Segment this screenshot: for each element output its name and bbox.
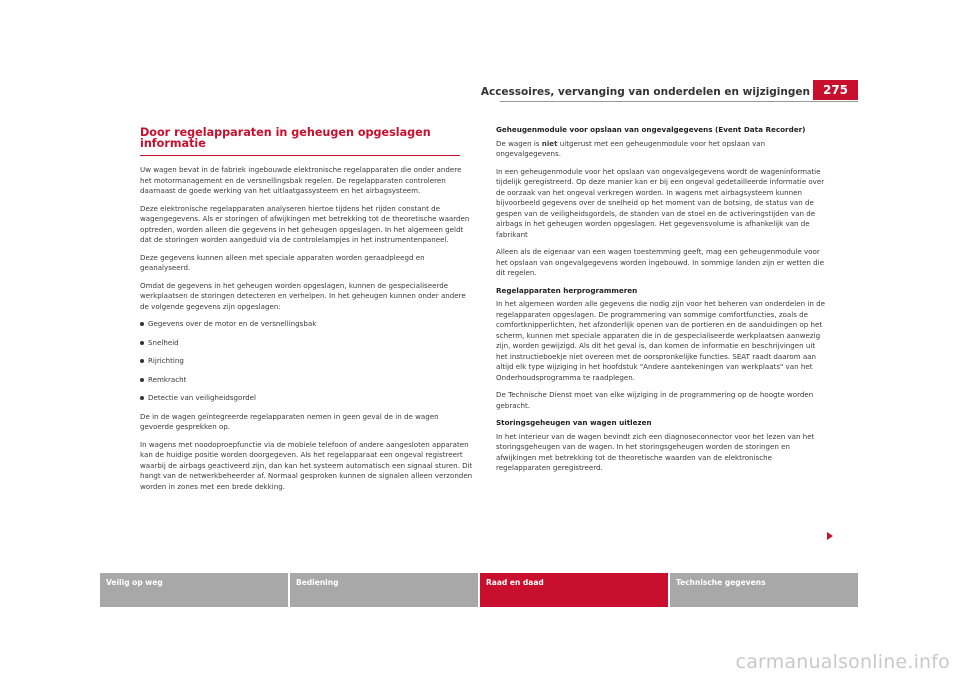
subheading-event-data-recorder: Geheugenmodule voor opslaan van ongevalgegevens (Event Data Recorder) — [496, 125, 806, 134]
section-title: Door regelapparaten in geheugen opgeslagen informatie — [140, 128, 460, 156]
paragraph: In een geheugenmodule voor het opslaan van ongevalgegevens wordt de wageninformatie tijdelijk geregistreerd. Op deze manier kan er bij een ongeval gedetailleerde informatie over de oorzaak van het ongeval verkregen worden. In wagens met airbagsysteem kunnen bijvoorbeeld gegevens over de snelheid op het moment van de botsing, de status van de gespen van de veiligheidsgordels, de standen van de stoel en de activeringstijden van de airbags in het geheugen worden opgeslagen. Het gegevensvolume is afhankelijk van de fabrikant — [496, 166, 825, 239]
paragraph: In wagens met noodoproepfunctie via de mobiele telefoon of andere aangesloten apparaten kan de huidige positie worden doorgegeven. Als het regelapparaat een ongeval registreert waarbij de airbags geactiveerd zijn, dan kan het systeem automatisch een signaal sturen. Dit hangt van de netwerkbeheerder af. Normaal gesproken kunnen de signalen alleen verzonden worden in zones met een brede dekking. — [140, 439, 473, 491]
paragraph: Uw wagen bevat in de fabriek ingebouwde elektronische regelapparaten die onder andere het motormanagement en de versnellingsbak regelen. De regelapparaten controleren daarnaast de goede werking van het uitlaatgassysteem en het airbagsysteem. — [140, 165, 462, 195]
page-number: 275 — [813, 80, 858, 100]
paragraph: Alleen als de eigenaar van een wagen toestemming geeft, mag een geheugenmodule voor het opslaan van ongevalgegevens worden ingebouwd. In sommige landen zijn er wetten die dit regelen. — [496, 247, 825, 277]
subheading-fault-memory: Storingsgeheugen van wagen uitlezen — [496, 418, 652, 427]
tab-bediening[interactable]: Bediening — [290, 573, 478, 607]
left-column — [140, 128, 473, 499]
tab-raad-en-daad[interactable]: Raad en daad — [480, 573, 668, 607]
paragraph: De wagen is niet uitgerust met een geheugenmodule voor het opslaan van ongevalgegevens. — [496, 138, 766, 158]
paragraph: Omdat de gegevens in het geheugen worden opgeslagen, kunnen de gespecialiseerde werkplaatsen de storingen detecteren en verhelpen. In het geheugen kunnen onder andere de volgende gegevens zijn opgeslagen: — [140, 280, 466, 311]
bullet-icon — [140, 322, 144, 326]
tab-technische-gegevens[interactable]: Technische gegevens — [670, 573, 858, 607]
bullet-icon — [140, 396, 144, 400]
paragraph: Deze elektronische regelapparaten analyseren hiertoe tijdens het rijden constant de wagengegevens. Als er storingen of afwijkingen met betrekking tot de theoretische waarden optreden, worden alleen die gegevens in het geheugen opgeslagen. In het algemeen geldt dat de storingen worden aangeduid via de controlelampjes in het instrumentenpaneel. — [140, 203, 470, 244]
bullet-icon — [140, 341, 144, 345]
emphasis: niet — [541, 138, 558, 148]
chapter-title: Accessoires, vervanging van onderdelen en wijzigingen — [480, 86, 810, 98]
bullet-icon — [140, 378, 144, 382]
watermark: carmanualsonline.info — [735, 651, 950, 673]
tab-veilig-op-weg[interactable]: Veilig op weg — [100, 573, 288, 607]
continue-arrow-icon — [827, 532, 833, 540]
paragraph: In het interieur van de wagen bevindt zich een diagnoseconnector voor het lezen van het storingsgeheugen van de wagen. In het storingsgeheugen worden de storingen en afwijkingen met betrekking tot de theoretische waarden van de elektronische regelapparaten geregistreerd. — [496, 431, 815, 472]
paragraph: Deze gegevens kunnen alleen met speciale apparaten worden geraadpleegd en geanalyseerd. — [140, 252, 425, 272]
list-item: Detectie van veiligheidsgordel — [140, 393, 473, 404]
list-item: Gegevens over de motor en de versnellingsbak — [140, 319, 473, 330]
stored-data-list — [140, 319, 473, 404]
right-column — [496, 125, 828, 481]
header-divider — [500, 101, 858, 102]
subheading-reprogramming: Regelapparaten herprogrammeren — [496, 285, 638, 295]
paragraph: De Technische Dienst moet van elke wijziging in de programmering op de hoogte worden gebracht. — [496, 390, 814, 410]
paragraph: In het algemeen worden alle gegevens die nodig zijn voor het beheren van onderdelen in de regelapparaten opgeslagen. De programmering van sommige comfortfuncties, zoals de comfortknipperlichten, het afzonderlijk openen van de portieren en de aanduidingen op het scherm, kunnen met speciale apparaten die in de gespecialiseerde werkplaatsen aanwezig zijn, worden gewijzigd. Als dit het geval is, dan komen de informatie en beschrijvingen uit het instructieboekje niet overeen met de oorspronkelijke functies. SEAT raadt daarom aan altijd elk type wijziging in het hoofdstuk "Andere aantekeningen van werkplaats" van het Onderhoudsprogramma te raadplegen. — [496, 299, 825, 382]
paragraph: De in de wagen geïntegreerde regelapparaten nemen in geen geval de in de wagen gevoerde gesprekken op. — [140, 411, 439, 431]
list-item: Snelheid — [140, 338, 473, 349]
bullet-icon — [140, 359, 144, 363]
footer-nav — [100, 573, 858, 607]
list-item: Rijrichting — [140, 356, 473, 367]
list-item: Remkracht — [140, 375, 473, 386]
